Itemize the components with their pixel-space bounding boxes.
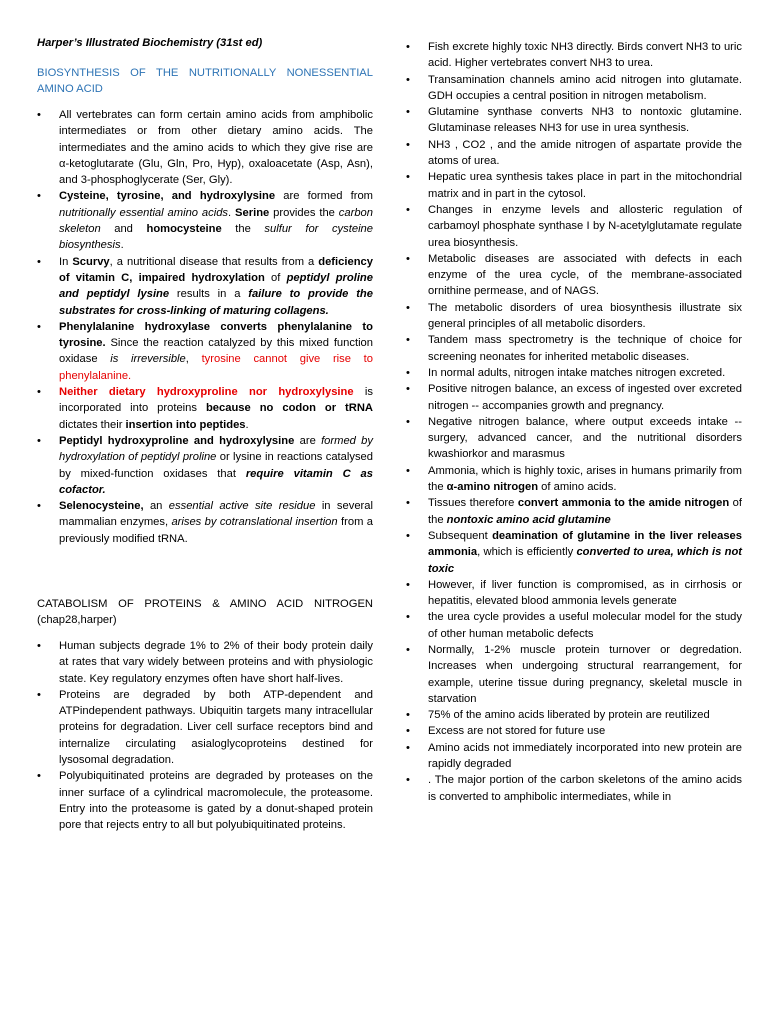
bullet-icon: • [37, 434, 41, 447]
item-text: Cysteine, tyrosine, and hydroxylysine [59, 190, 276, 203]
list-item [406, 707, 742, 723]
item-text: deamination of glutamine in the liver releases ammonia [428, 529, 743, 559]
item-text: Subsequent [428, 529, 493, 542]
item-text: Fish excrete highly toxic NH3 directly. Birds convert NH3 to uric acid. Higher vertebrates convert NH3 to urea. [428, 41, 742, 70]
item-text: In normal adults, nitrogen intake matches nitrogen excreted. [428, 366, 726, 379]
item-text: arises by cotranslational insertion [171, 516, 338, 529]
list-item [406, 300, 742, 333]
item-text: All vertebrates can form certain amino acids from amphibolic intermediates or from other dietary amino acids. The intermediates and the amino acids to which they give rise are α-ketoglutarate (Glu, Gln, Pro, Hyp), oxaloacetate (Asp, Asn), and 3-phosphoglycerate (Ser, Gly). [59, 109, 373, 187]
item-text: Human subjects degrade 1% to 2% of their body protein daily at rates that vary widely between proteins and with physiologic state. Key regulatory enzymes often have short half-lives. [59, 640, 373, 685]
list-item [406, 642, 742, 707]
list-item [406, 609, 742, 642]
section-heading-biosynthesis: BIOSYNTHESIS OF THE NUTRITIONALLY NONESSENTIAL AMINO ACID [37, 67, 373, 96]
list-item [406, 577, 742, 610]
item-text: Tissues therefore [428, 497, 518, 510]
bullet-icon: • [37, 500, 41, 513]
bullet-icon: • [406, 252, 410, 265]
item-text: Serine [235, 206, 270, 219]
item-text: Changes in enzyme levels and allosteric regulation of carbamoyl phosphate synthase I by N-acetylglutamate regulate urea biosynthesis. [428, 203, 742, 249]
item-text: peptidyl proline and peptidyl lysine [59, 271, 373, 301]
item-text: , [185, 353, 202, 366]
list-item [37, 768, 373, 833]
bullet-icon: • [406, 578, 410, 591]
item-text: Ammonia, which is highly toxic, arises in humans primarily from the [428, 464, 742, 494]
item-text: deficiency of vitamin C, impaired hydroxylation [59, 255, 373, 284]
bullet-icon: • [406, 529, 410, 542]
item-text: is incorporated into proteins [59, 386, 373, 415]
item-text: dictates their [59, 418, 126, 431]
item-text: NH3 , CO2 , and the amide nitrogen of aspartate provide the atoms of urea. [428, 138, 742, 168]
item-text: 75% of the amino acids liberated by protein are reutilized [428, 709, 710, 722]
bullet-icon: • [37, 190, 41, 203]
item-text: of amino acids. [538, 481, 617, 494]
item-text: in several mammalian enzymes, [59, 500, 373, 529]
item-text: essential active site residue [168, 500, 316, 513]
item-text: Glutamine synthase converts NH3 to nontoxic glutamine. Glutaminase releases NH3 for use in urea synthesis. [428, 106, 742, 135]
list-item [406, 104, 742, 137]
item-text: Scurvy [72, 255, 110, 268]
item-text: are formed from [275, 190, 373, 203]
list-item [37, 319, 373, 384]
bullet-icon: • [406, 41, 410, 53]
item-text: Polyubiquitinated proteins are degraded by proteases on the inner surface of a cylindrical macromolecule, the proteasome. Entry into the proteasome is gated by a donut-shaped protein pore that rejects entry to all but polyubiquitinated proteins. [59, 770, 373, 832]
item-text: of the [428, 497, 742, 526]
item-text: Tandem mass spectrometry is the technique of choice for screening neonates for inherited metabolic diseases. [428, 334, 742, 363]
list-item [37, 107, 373, 188]
item-text: insertion into peptides [125, 418, 246, 431]
item-text: tyrosine cannot give rise to phenylalanine. [59, 353, 374, 382]
item-text: Excess are not stored for future use [428, 725, 606, 738]
list-item [406, 72, 742, 105]
item-text: α-amino nitrogen [446, 481, 539, 494]
item-text: . [120, 239, 124, 252]
bullet-icon: • [406, 709, 410, 722]
list-item [406, 137, 742, 170]
bullet-icon: • [406, 383, 410, 396]
item-text: of [264, 271, 287, 284]
bullet-icon: • [37, 386, 41, 399]
item-text: However, if liver function is compromised, as in cirrhosis or hepatitis, elevated blood ammonia levels generate [428, 578, 742, 608]
list-item [406, 723, 742, 739]
bullet-icon: • [406, 366, 410, 379]
bullet-icon: • [37, 109, 41, 121]
item-text: Proteins are degraded by both ATP-dependent and ATPindependent pathways. Ubiquitin targets many intracellular proteins for degradation. Liver cell surface receptors bind and internalize circulating asialoglycoproteins destined for lysosomal degradation. [59, 688, 373, 767]
item-text: , a nutritional disease that results from a [109, 255, 319, 268]
list-item [406, 39, 742, 72]
item-text: carbon skeleton [59, 206, 374, 236]
item-text: In [59, 255, 73, 268]
item-text: is irreversible [110, 353, 186, 366]
item-text: nontoxic amino acid glutamine [446, 513, 611, 526]
list-item [37, 687, 373, 768]
list-item [406, 381, 742, 414]
list-item [37, 384, 373, 433]
item-text: the urea cycle provides a useful molecular model for the study of other human metabolic defects [428, 611, 742, 640]
list-item [406, 169, 742, 202]
bullet-icon: • [406, 497, 410, 510]
bullet-icon: • [406, 725, 410, 738]
bullet-icon: • [406, 464, 410, 477]
bullet-icon: • [37, 770, 41, 783]
nitrogen-list [406, 39, 742, 805]
list-item [406, 202, 742, 251]
bullet-icon: • [406, 171, 410, 184]
item-text: Hepatic urea synthesis takes place in part in the mitochondrial matrix and in part in the cytosol. [428, 171, 742, 200]
item-text: convert ammonia to the amide nitrogen [517, 497, 730, 510]
bullet-icon: • [406, 643, 410, 656]
list-item [37, 638, 373, 687]
list-item [406, 365, 742, 381]
bullet-icon: • [37, 640, 41, 652]
catabolism-list [37, 638, 373, 834]
item-text: require vitamin C as cofactor. [59, 467, 373, 496]
list-item [406, 414, 742, 463]
item-text: Normally, 1-2% muscle protein turnover or degredation. Increases when undergoing structural rearrangement, for example, uterine tissue during pregnancy, skeletal muscle in starvation [428, 643, 742, 705]
bullet-icon: • [406, 334, 410, 347]
item-text: The metabolic disorders of urea biosynthesis illustrate six general principles of all metabolic disorders. [428, 301, 742, 331]
bullet-icon: • [406, 415, 410, 428]
list-item [406, 463, 742, 496]
item-text: Positive nitrogen balance, an excess of ingested over excreted nitrogen -- accompanies growth and pregnancy. [428, 383, 742, 412]
item-text: converted to urea, which is not toxic [428, 546, 743, 575]
biosynthesis-list [37, 107, 373, 547]
list-item [406, 332, 742, 365]
item-text: nutritionally essential amino acids [59, 206, 229, 219]
item-text: . The major portion of the carbon skeletons of the amino acids is converted to amphibolic intermediates, while in [428, 774, 742, 803]
item-text: Since the reaction catalyzed by this mixed function oxidase [59, 337, 373, 366]
item-text: sulfur for cysteine biosynthesis [59, 223, 373, 252]
bullet-icon: • [37, 688, 41, 701]
item-text: failure to provide the substrates for cross-linking of maturing collagens. [59, 288, 373, 317]
item-text: Metabolic diseases are associated with defects in each enzyme of the urea cycle, of the membrane-associated ornithine permease, and of NAGS. [428, 252, 742, 298]
item-text: Selenocysteine, [59, 500, 144, 513]
item-text: , which is efficiently [477, 546, 577, 559]
bullet-icon: • [406, 611, 410, 624]
list-item [37, 433, 373, 498]
bullet-icon: • [406, 138, 410, 151]
list-item [37, 254, 373, 319]
list-item [406, 772, 742, 805]
item-text: are [294, 434, 322, 447]
book-title: Harper’s Illustrated Biochemistry (31st ed) [37, 37, 263, 49]
bullet-icon: • [37, 320, 41, 333]
item-text: Phenylalanine hydroxylase converts phenylalanine to tyrosine. [59, 320, 373, 350]
item-text: Amino acids not immediately incorporated into new protein are rapidly degraded [428, 741, 742, 771]
item-text: because no codon or tRNA [205, 402, 373, 415]
item-text: provides the [269, 206, 339, 219]
bullet-icon: • [406, 301, 410, 314]
item-text: Negative nitrogen balance, where output exceeds intake -- surgery, advanced cancer, and the nutritional disorders kwashiorkor and marasmus [428, 415, 742, 461]
bullet-icon: • [406, 73, 410, 86]
item-text: . [245, 418, 249, 431]
bullet-icon: • [406, 203, 410, 216]
item-text: and [100, 223, 147, 236]
bullet-icon: • [37, 255, 41, 268]
bullet-icon: • [406, 774, 410, 787]
item-text: formed by hydroxylation of peptidyl proline [59, 434, 374, 464]
bullet-icon: • [406, 741, 410, 754]
item-text: Neither dietary hydroxyproline nor hydroxylysine [59, 386, 354, 399]
item-text: results in a [169, 288, 249, 301]
section-heading-catabolism: CATABOLISM OF PROTEINS & AMINO ACID NITROGEN (chap28,harper) [37, 598, 373, 627]
bullet-icon: • [406, 106, 410, 119]
list-item [406, 528, 742, 577]
item-text: an [143, 500, 169, 513]
list-item [37, 188, 373, 253]
list-item [406, 740, 742, 773]
list-item [406, 251, 742, 300]
item-text: or lysine in reactions catalysed by mixed-function oxidases that [59, 451, 373, 480]
item-text: Peptidyl hydroxyproline and hydroxylysine [59, 434, 295, 447]
item-text: the [221, 223, 265, 236]
item-text: Transamination channels amino acid nitrogen into glutamate. GDH occupies a central position in nitrogen metabolism. [428, 73, 742, 102]
item-text: homocysteine [146, 223, 222, 236]
item-text: from a previously modified tRNA. [59, 516, 373, 545]
list-item [37, 498, 373, 547]
list-item [406, 495, 742, 528]
item-text: . [228, 206, 236, 219]
